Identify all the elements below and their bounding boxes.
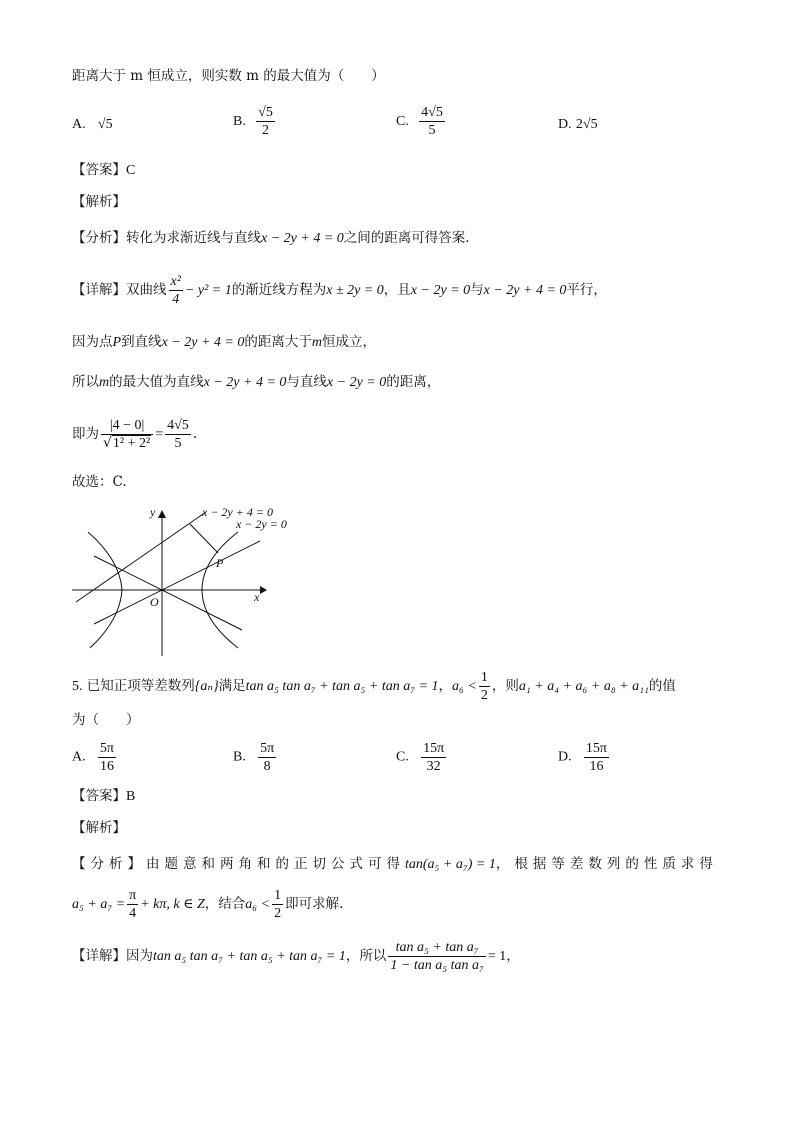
lhs: a₅ + a₇ = bbox=[72, 897, 126, 912]
option-fraction bbox=[258, 740, 276, 775]
fraction-numerator: 5π bbox=[260, 741, 275, 756]
analysis-tag: 【解析】 bbox=[72, 194, 126, 210]
q4-option-d[interactable] bbox=[558, 114, 598, 135]
option-label: B. bbox=[233, 749, 246, 765]
choose-text: 故选：C. bbox=[72, 474, 127, 490]
label-origin: O bbox=[150, 595, 159, 609]
fenxi-text: ，根据等差数列的性质求得 bbox=[495, 856, 718, 872]
fraction-numerator: √5 bbox=[258, 105, 273, 120]
text: 已知正项等差数列 bbox=[86, 678, 195, 694]
answer-tag: 【答案】 bbox=[72, 788, 126, 804]
text: 满足 bbox=[218, 678, 246, 694]
q4-line3 bbox=[72, 372, 440, 393]
option-label: A. bbox=[72, 749, 86, 765]
question-number: 5. bbox=[72, 679, 83, 694]
answer-value: C bbox=[126, 163, 136, 178]
q5-option-c[interactable] bbox=[396, 740, 448, 775]
q4-stem-text: 距离大于 m 恒成立，则实数 m 的最大值为（ ） bbox=[72, 68, 385, 84]
detail-text: 平行， bbox=[566, 282, 607, 298]
equals-one: = 1 bbox=[487, 949, 507, 964]
label-line-1: x − 2y + 4 = 0 bbox=[202, 505, 273, 519]
detail-equation: tan a₅ tan a₇ + tan a₅ + tan a₇ = 1 bbox=[153, 949, 346, 964]
var-m: m bbox=[99, 375, 110, 390]
analysis-tag: 【解析】 bbox=[72, 820, 126, 836]
asymptote-positive bbox=[94, 541, 260, 624]
fraction-denominator: 16 bbox=[589, 759, 604, 774]
answer-tag: 【答案】 bbox=[72, 162, 126, 178]
label-point-p: P bbox=[216, 556, 224, 570]
option-label: C. bbox=[396, 114, 409, 129]
q5-option-b[interactable] bbox=[233, 740, 278, 775]
text: 的最大值为直线 bbox=[109, 374, 204, 390]
q4-option-c[interactable] bbox=[396, 104, 447, 139]
option-fraction bbox=[98, 740, 116, 775]
fraction-denominator: 5 bbox=[428, 123, 436, 138]
detail-text: 与 bbox=[470, 282, 484, 298]
radical-sign: √ bbox=[103, 435, 112, 451]
hyperbola-fraction bbox=[169, 273, 183, 308]
fraction-numerator: 4√5 bbox=[421, 105, 443, 120]
fenxi-equation: x − 2y + 4 = 0 bbox=[261, 231, 344, 246]
rhs: + kπ, k ∈ Z bbox=[140, 897, 205, 912]
fraction-denominator: 2 bbox=[274, 906, 282, 921]
label-x: x bbox=[254, 590, 260, 604]
fraction-numerator: 15π bbox=[585, 741, 607, 756]
fraction-denominator: 8 bbox=[263, 759, 271, 774]
a6-condition: a₆ < bbox=[452, 679, 477, 694]
q5-option-a[interactable] bbox=[72, 740, 118, 775]
text: . bbox=[192, 426, 198, 442]
text: 因为点 bbox=[72, 334, 113, 350]
detail-text: 的渐近线方程为 bbox=[231, 282, 327, 298]
sum-expression: a₁ + a₄ + a₆ + a₈ + a₁₁ bbox=[518, 679, 649, 694]
fraction-denominator: 2 bbox=[261, 123, 269, 138]
text: 到直线 bbox=[121, 334, 162, 350]
fenxi-equation: tan(a₅ + a₇) = 1 bbox=[405, 857, 496, 872]
asymptote-equation: x ± 2y = 0 bbox=[326, 283, 384, 298]
q4-option-a[interactable] bbox=[72, 114, 113, 135]
fraction-denominator: 2 bbox=[480, 688, 488, 703]
fraction-denominator: 4 bbox=[129, 906, 137, 921]
option-label: C. bbox=[396, 749, 409, 765]
fraction-denominator: 32 bbox=[426, 759, 441, 774]
fraction-numerator: 1 bbox=[480, 670, 488, 685]
option-label: A. bbox=[72, 117, 86, 132]
line-equation: x − 2y + 4 = 0 bbox=[483, 283, 567, 298]
fraction-denominator bbox=[101, 435, 153, 452]
line-equation: x − 2y + 4 = 0 bbox=[161, 335, 245, 350]
fraction-numerator: 1 bbox=[274, 888, 282, 903]
option-label: D. bbox=[558, 749, 572, 765]
text: 与直线 bbox=[286, 374, 327, 390]
distance-fraction bbox=[101, 417, 153, 452]
q5-stem bbox=[72, 666, 676, 707]
q5-fenxi-line2 bbox=[72, 882, 343, 927]
detail-text: ，且 bbox=[383, 282, 411, 298]
fraction-numerator: tan a₅ + tan a₇ bbox=[388, 939, 485, 957]
q4-choose bbox=[72, 472, 127, 492]
option-value: 2√5 bbox=[575, 117, 598, 132]
fenxi-tag: 【分析】 bbox=[72, 856, 146, 872]
q4-option-b[interactable] bbox=[233, 104, 277, 139]
fraction-numerator: |4 − 0| bbox=[101, 417, 153, 435]
text: ，所以 bbox=[345, 948, 387, 964]
fenxi-tag: 【分析】 bbox=[72, 230, 126, 246]
q5-answer bbox=[72, 786, 135, 807]
q4-stem-tail bbox=[72, 66, 385, 86]
var-m: m bbox=[311, 335, 322, 350]
text: ， bbox=[438, 678, 453, 694]
q5-fenxi bbox=[72, 854, 718, 875]
fraction-numerator: π bbox=[129, 888, 137, 903]
half-fraction bbox=[479, 669, 490, 704]
q5-detail bbox=[72, 934, 520, 979]
option-fraction bbox=[256, 104, 275, 139]
fraction-numerator: 15π bbox=[423, 741, 445, 756]
text: 的距离大于 bbox=[244, 334, 312, 350]
text: ，结合 bbox=[204, 896, 246, 912]
text: 即可求解. bbox=[285, 896, 344, 912]
q4-analysis-heading bbox=[72, 192, 126, 212]
condition: tan a₅ tan a₇ + tan a₅ + tan a₇ = 1 bbox=[245, 679, 439, 694]
option-fraction bbox=[419, 104, 445, 139]
fraction-denominator: 1 − tan a₅ tan a₇ bbox=[390, 958, 484, 973]
half-fraction bbox=[272, 887, 283, 922]
hyperbola-figure bbox=[70, 500, 310, 660]
fraction-denominator: 4 bbox=[172, 292, 180, 307]
option-value: √5 bbox=[97, 117, 113, 132]
fraction-numerator: x² bbox=[170, 274, 181, 289]
q4-answer bbox=[72, 160, 135, 181]
detail-tag: 【详解】 bbox=[72, 282, 126, 298]
text: 的距离， bbox=[386, 374, 441, 390]
fraction-denominator: 5 bbox=[174, 436, 182, 451]
label-line-2: x − 2y = 0 bbox=[236, 517, 287, 531]
fraction-numerator: 4√5 bbox=[167, 418, 189, 433]
q5-analysis-heading bbox=[72, 818, 126, 838]
equals: = bbox=[155, 427, 164, 442]
fenxi-text: 转化为求渐近线与直线 bbox=[126, 230, 261, 246]
text: 恒成立， bbox=[321, 334, 376, 350]
fenxi-text: 由题意和两角和的正切公式可得 bbox=[146, 856, 405, 872]
tan-fraction bbox=[388, 939, 485, 974]
q4-fenxi bbox=[72, 228, 470, 249]
option-label: D. bbox=[558, 117, 572, 132]
label-y: y bbox=[150, 505, 156, 519]
text: ， bbox=[506, 948, 520, 964]
radicand: 1² + 2² bbox=[112, 436, 151, 451]
text: 为（ ） bbox=[72, 712, 140, 728]
text: ，则 bbox=[491, 678, 519, 694]
q4-line4 bbox=[72, 412, 197, 457]
fenxi-text: 之间的距离可得答案. bbox=[343, 230, 470, 246]
a6-condition: a₆ < bbox=[245, 897, 271, 912]
text: 所以 bbox=[72, 374, 99, 390]
detail-tag: 【详解】 bbox=[72, 948, 126, 964]
q4-detail bbox=[72, 270, 607, 311]
line-equation: x − 2y = 0 bbox=[410, 283, 471, 298]
sequence: {aₙ} bbox=[194, 679, 219, 694]
pi-fraction bbox=[127, 887, 138, 922]
text: 的值 bbox=[648, 678, 676, 694]
result-fraction bbox=[165, 417, 191, 452]
line-equation: x − 2y + 4 = 0 bbox=[203, 375, 287, 390]
y-axis-arrow bbox=[158, 510, 166, 518]
answer-value: B bbox=[126, 789, 136, 804]
hyperbola-rest: − y² = 1 bbox=[184, 283, 232, 298]
q5-option-d[interactable] bbox=[558, 740, 611, 775]
option-fraction bbox=[584, 740, 609, 775]
q4-line2 bbox=[72, 332, 376, 353]
point-p: P bbox=[112, 335, 122, 350]
detail-text: 双曲线 bbox=[126, 282, 167, 298]
line-equation: x − 2y = 0 bbox=[326, 375, 387, 390]
perpendicular-segment bbox=[190, 524, 218, 553]
option-label: B. bbox=[233, 114, 246, 129]
text: 即为 bbox=[72, 426, 99, 442]
fraction-denominator: 16 bbox=[99, 759, 114, 774]
q5-stem-line2 bbox=[72, 710, 140, 730]
x-axis-arrow bbox=[260, 586, 267, 594]
fraction-numerator: 5π bbox=[99, 741, 114, 756]
text: 因为 bbox=[126, 948, 153, 964]
option-fraction bbox=[421, 740, 446, 775]
